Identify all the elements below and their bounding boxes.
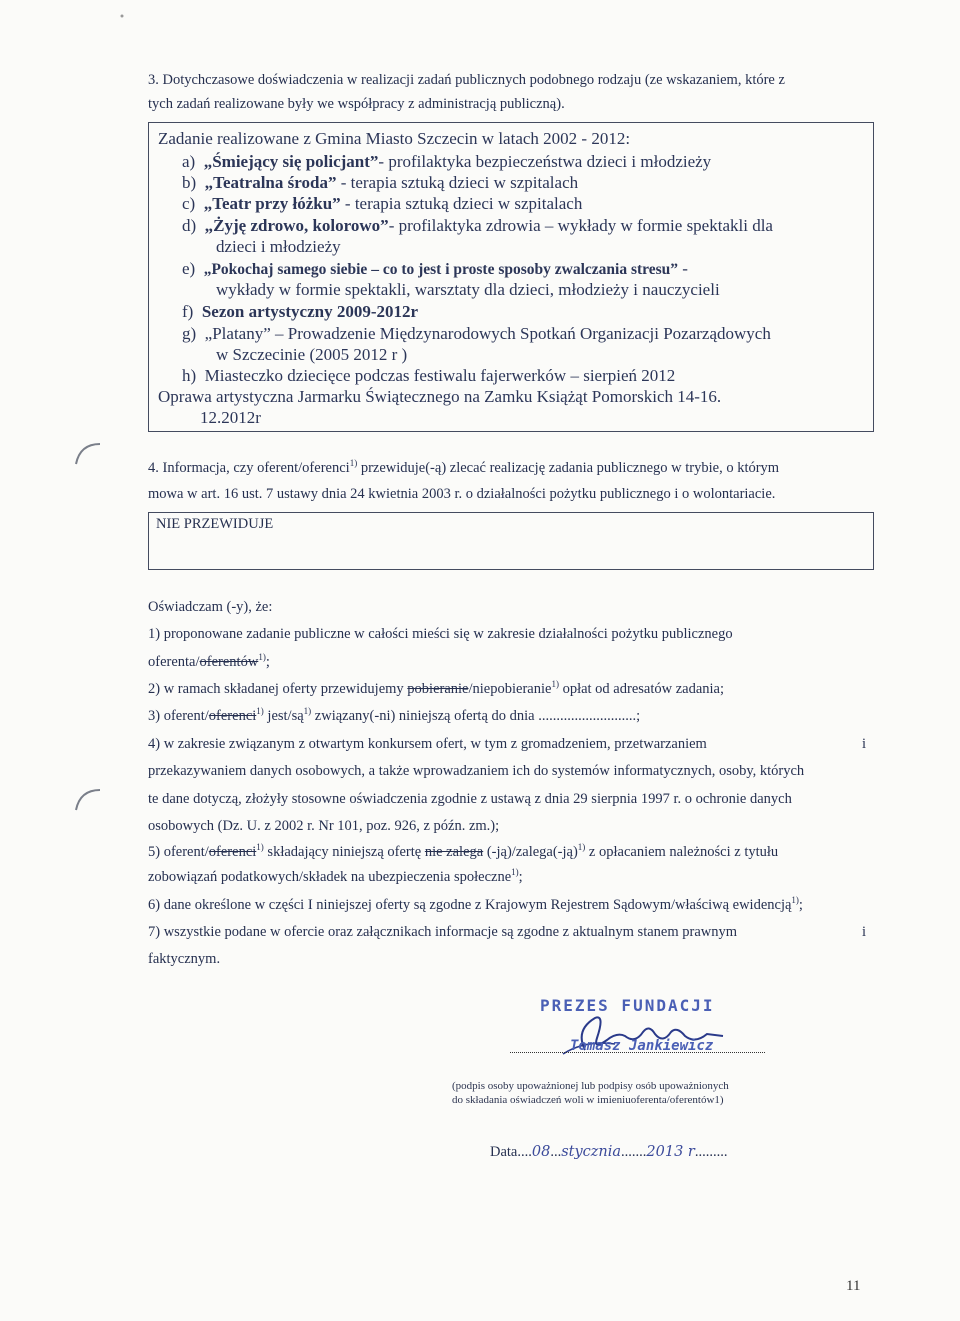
item-b-desc: - terapia sztuką dzieci w szpitalach — [336, 173, 579, 192]
item-g-continuation: w Szczecinie (2005 2012 r ) — [216, 345, 408, 364]
item-h-letter: h) — [182, 366, 197, 385]
section3-line1: 3. Dotychczasowe doświadczenia w realizacji zadań publicznych podobnego rodzaju (ze wskazaniem, które z — [148, 72, 785, 88]
item-b — [182, 172, 578, 193]
item-b-title: „Teatralna środa” — [204, 173, 337, 192]
item-f-title: Sezon artystyczny 2009-2012r — [201, 302, 419, 321]
item-d-continuation: dzieci i młodzieży — [216, 237, 341, 256]
declaration-intro: Oświadczam (-y), że: — [148, 599, 273, 615]
section4-footnote-ref: 1) — [349, 458, 358, 469]
decl5-struck-oferenci: oferenci — [208, 844, 257, 860]
decl2-end: opłat od adresatów zadania; — [558, 681, 725, 697]
date-day: 08 — [531, 1144, 551, 1160]
decl1-oferenta: oferenta/ — [148, 654, 200, 670]
decl5-start: 5) oferent/ — [148, 844, 209, 860]
date-line: Data....08...stycznia.......2013 r......... — [490, 1144, 728, 1160]
date-year: 2013 r — [646, 1144, 695, 1160]
decl5-struck-nie-zalega: nie zalega — [424, 844, 484, 860]
item-e-title: „Pokochaj samego siebie – co to jest i proste sposoby zwalczania stresu” — [203, 261, 679, 278]
declaration-4-i: i — [862, 736, 867, 752]
section4-line2: mowa w art. 16 ust. 7 ustawy dnia 24 kwietnia 2003 r. o działalności pożytku publicznego i o wolontariacie. — [148, 486, 776, 502]
decl5-line2-end: ; — [518, 869, 523, 885]
decl5-footnote-ref-2: 1) — [577, 842, 586, 853]
decl3-jest-sa: jest/są — [263, 708, 304, 724]
scan-mark-top — [118, 12, 128, 22]
decl3-middle: związany(-ni) niniejszą ofertą do dnia — [311, 708, 539, 724]
item-a-title: „Śmiejący się policjant” — [203, 152, 379, 171]
section4-line1 — [148, 458, 779, 478]
decl6-text: 6) dane określone w części I niniejszej oferty są zgodne z Krajowym Rejestrem Sądowym/właściwą ewidencją — [148, 897, 792, 913]
decl3-footnote-ref-1: 1) — [256, 706, 264, 717]
item-h — [182, 365, 675, 386]
declaration-1-line2 — [148, 652, 270, 672]
stamp-title: PREZES FUNDACJI — [540, 996, 715, 1015]
punch-mark-lower — [68, 784, 108, 814]
declaration-7-i: i — [862, 924, 867, 940]
item-d-desc: - profilaktyka zdrowia – wykłady w formie spektakli dla — [388, 216, 773, 235]
item-a-letter: a) — [182, 152, 196, 171]
decl5-footnote-ref-1: 1) — [256, 842, 264, 853]
item-g — [182, 323, 771, 344]
declaration-3 — [148, 706, 640, 726]
section4-line1-end: przewiduje(-ą) zlecać realizację zadania publicznego w trybie, o którym — [357, 460, 780, 476]
decl3-start: 3) oferent/ — [148, 708, 209, 724]
decl2-niepobieranie: /niepobieranie — [468, 681, 552, 697]
decl2-struck-pobieranie: pobieranie — [407, 681, 469, 697]
decl5-middle: składający niniejszą ofertę — [263, 844, 425, 860]
decl5-line2-text: zobowiązań podatkowych/składek na ubezpieczenia społeczne — [148, 869, 512, 885]
signature-caption-line1: (podpis osoby upoważnionej lub podpisy osób upoważnionych — [452, 1080, 729, 1092]
decl6-footnote-ref: 1) — [791, 895, 799, 906]
decl1-struck-oferentow: oferentów — [199, 654, 259, 670]
decl6-end: ; — [798, 897, 803, 913]
section4-line1-start: 4. Informacja, czy oferent/oferenci — [148, 460, 350, 476]
item-c-letter: c) — [182, 194, 196, 213]
box-extra-line2: 12.2012r — [200, 408, 261, 427]
item-e-desc: - — [678, 259, 688, 278]
item-g-letter: g) — [182, 324, 197, 343]
declaration-2 — [148, 679, 724, 699]
decl5-end: z opłacaniem należności z tytułu — [585, 844, 779, 860]
decl1-end: ; — [265, 654, 270, 670]
declaration-5-line1 — [148, 842, 778, 862]
item-d-letter: d) — [182, 216, 197, 235]
box-extra-line1: Oprawa artystyczna Jarmarku Świątecznego na Zamku Książąt Pomorskich 14-16. — [158, 387, 722, 406]
item-f-letter: f) — [182, 302, 194, 321]
decl1-footnote-ref: 1) — [258, 652, 266, 663]
decl2-start: 2) w ramach składanej oferty przewidujemy — [148, 681, 408, 697]
item-h-desc: Miasteczko dziecięce podczas festiwalu fajerwerków – sierpień 2012 — [204, 366, 676, 385]
declaration-5-line2 — [148, 867, 523, 887]
decl2-footnote-ref: 1) — [551, 679, 559, 690]
declaration-4-line4: osobowych (Dz. U. z 2002 r. Nr 101, poz. 926, z późn. zm.); — [148, 818, 500, 834]
item-a — [182, 151, 711, 172]
page-number: 11 — [846, 1278, 861, 1294]
answer-text: NIE PRZEWIDUJE — [156, 516, 274, 532]
item-e-continuation: wykłady w formie spektakli, warsztaty dla dzieci, młodzieży i nauczycieli — [216, 280, 720, 299]
decl5-zalega: (-ją)/zalega(-ją) — [483, 844, 578, 860]
declaration-4-line2: przekazywaniem danych osobowych, a także wprowadzaniem ich do systemów informatycznych, osoby, których — [148, 763, 805, 779]
item-c — [182, 193, 582, 214]
date-label: Data — [490, 1144, 518, 1160]
item-a-desc: - profilaktyka bezpieczeństwa dzieci i młodzieży — [378, 152, 712, 171]
declaration-4-line1: 4) w zakresie związanym z otwartym konkursem ofert, w tym z gromadzeniem, przetwarzaniem — [148, 736, 707, 752]
item-e — [182, 258, 688, 280]
punch-mark-upper — [68, 438, 108, 468]
declaration-7-line1: 7) wszystkie podane w ofercie oraz załącznikach informacje są zgodne z aktualnym stanem prawnym — [148, 924, 738, 940]
decl5-footnote-ref-3: 1) — [511, 867, 519, 878]
declaration-6 — [148, 895, 803, 915]
declaration-7-line2: faktycznym. — [148, 951, 221, 967]
item-c-title: „Teatr przy łóżku” — [203, 194, 341, 213]
stamp-name: Tomasz Jankiewicz — [570, 1038, 714, 1054]
item-d — [182, 215, 773, 236]
declaration-4-line3: te dane dotyczą, złożyły stosowne oświadczenia zgodnie z ustawą z dnia 29 sierpnia 1997 r. o ochronie danych — [148, 791, 792, 807]
section3-line2: tych zadań realizowane były we współpracy z administracją publiczną). — [148, 96, 565, 112]
item-g-desc: „Platany” – Prowadzenie Międzynarodowych Spotkań Organizacji Pozarządowych — [204, 324, 771, 343]
item-e-letter: e) — [182, 259, 196, 278]
item-c-desc: - terapia sztuką dzieci w szpitalach — [340, 194, 583, 213]
signature-caption-line2: do składania oświadczeń woli w imieniuoferenta/oferentów1) — [452, 1094, 724, 1106]
box-heading: Zadanie realizowane z Gmina Miasto Szczecin w latach 2002 - 2012: — [158, 129, 631, 148]
decl3-footnote-ref-2: 1) — [303, 706, 312, 717]
item-d-title: „Żyję zdrowo, kolorowo” — [204, 216, 389, 235]
item-b-letter: b) — [182, 173, 197, 192]
decl3-struck-oferenci: oferenci — [208, 708, 257, 724]
decl3-date-blank: ...........................; — [538, 708, 641, 724]
declaration-1-line1: 1) proponowane zadanie publiczne w całości mieści się w zakresie działalności pożytku publicznego — [148, 626, 733, 642]
item-f — [182, 301, 418, 322]
date-month: stycznia — [561, 1144, 622, 1160]
signature-line — [510, 1052, 765, 1053]
